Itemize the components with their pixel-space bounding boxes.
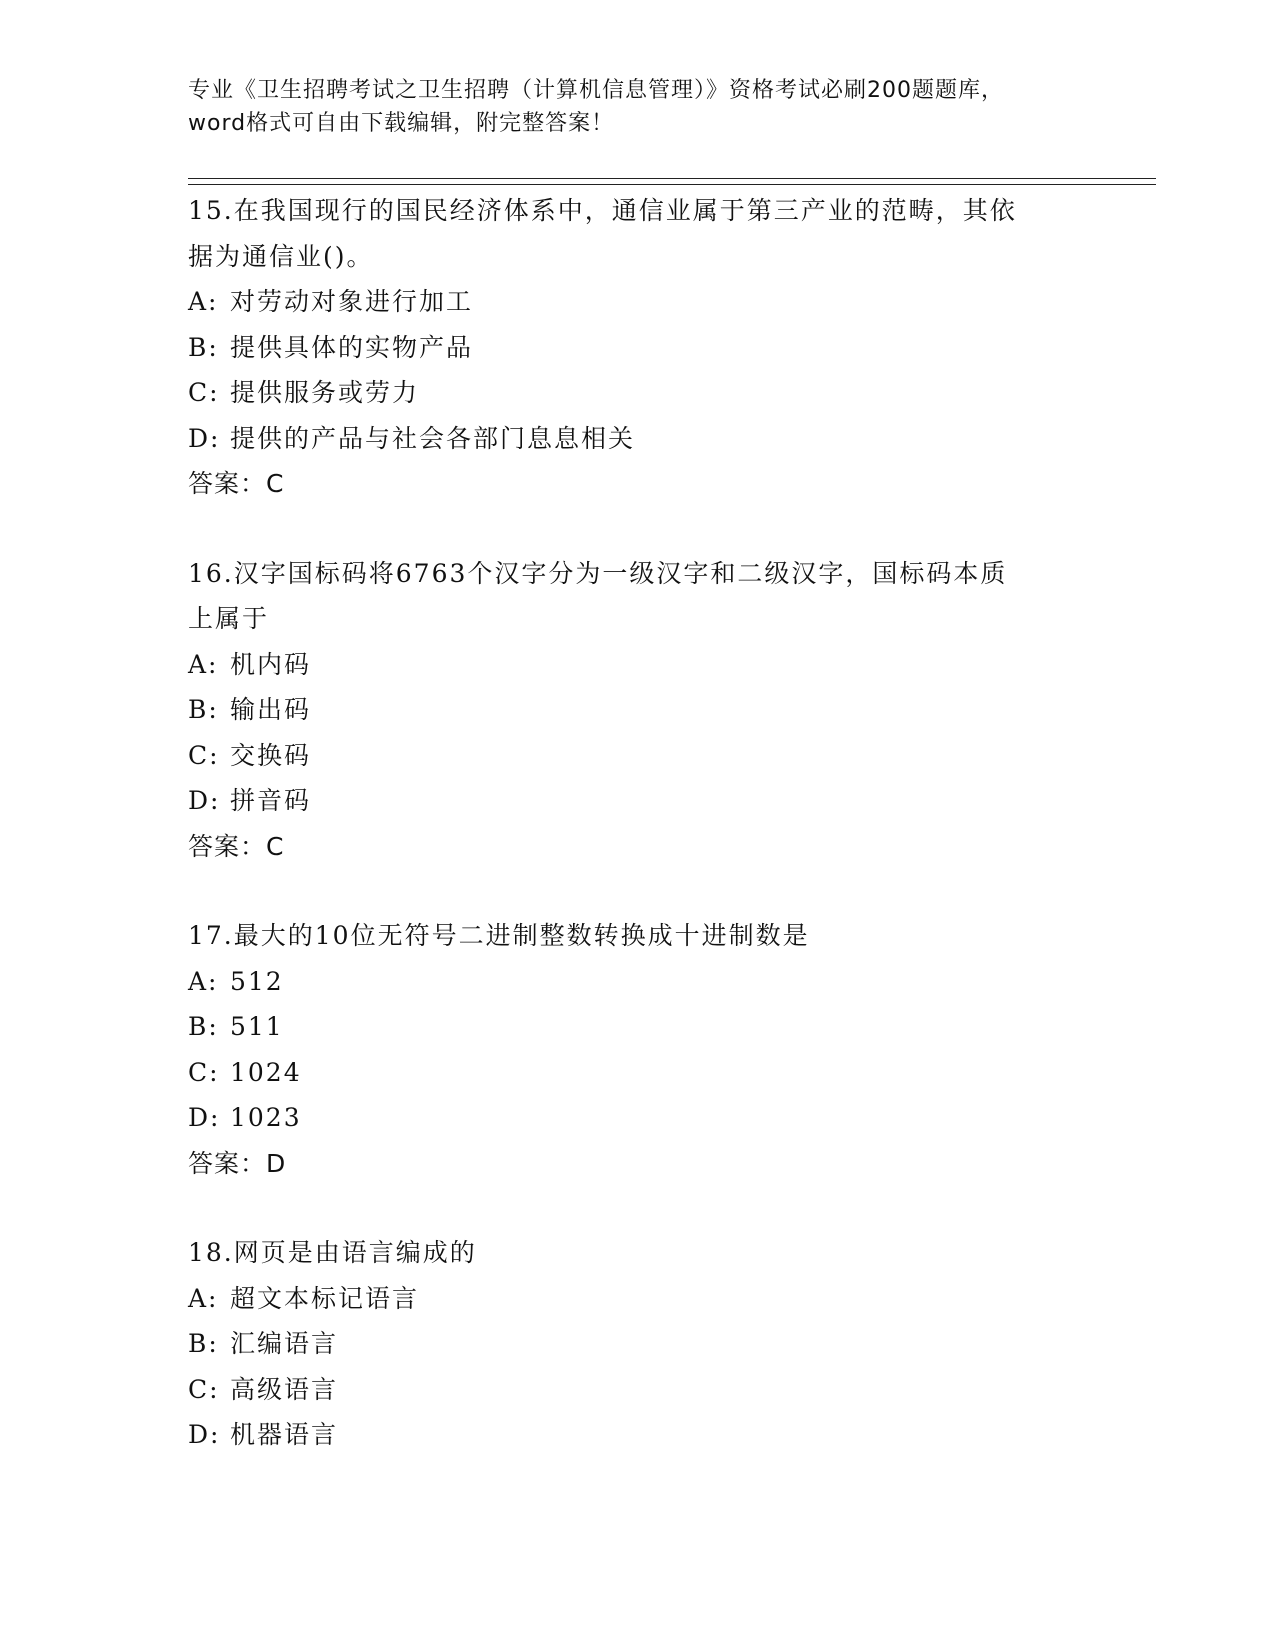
option-text: 高级语言 xyxy=(230,1374,339,1404)
option-letter: D: xyxy=(188,1420,221,1449)
option-text: 拼音码 xyxy=(230,786,312,815)
question-17 xyxy=(188,913,1088,1186)
option-letter: D: xyxy=(188,423,221,453)
option-letter: A: xyxy=(188,287,219,316)
option-d xyxy=(188,778,1088,824)
option-a xyxy=(188,1276,1088,1322)
option-text: 对劳动对象进行加工 xyxy=(230,287,474,316)
option-text: 汇编语言 xyxy=(230,1329,339,1358)
option-b xyxy=(188,325,1088,371)
option-c xyxy=(188,1050,1088,1096)
option-letter: A: xyxy=(188,966,219,996)
answer-line: 答案：C xyxy=(188,831,285,861)
option-b xyxy=(188,1004,1088,1050)
option-a xyxy=(188,642,1088,688)
header-divider-bottom xyxy=(188,184,1156,185)
option-d xyxy=(188,1412,1088,1458)
option-text: 提供的产品与社会各部门息息相关 xyxy=(230,423,636,453)
option-text: 提供服务或劳力 xyxy=(230,378,420,407)
option-text: 输出码 xyxy=(230,695,312,724)
option-letter: A: xyxy=(188,649,219,679)
option-letter: B: xyxy=(188,332,219,362)
option-letter: B: xyxy=(188,1012,219,1041)
question-18 xyxy=(188,1230,1088,1458)
question-stem-line: 上属于 xyxy=(188,604,270,633)
option-letter: D: xyxy=(188,786,221,815)
option-b xyxy=(188,1321,1088,1367)
option-a xyxy=(188,959,1088,1005)
question-list xyxy=(188,188,1088,1502)
header-line-2: word格式可自由下载编辑，附完整答案！ xyxy=(188,111,615,136)
option-text: 1023 xyxy=(230,1103,302,1132)
option-d xyxy=(188,416,1088,462)
option-letter: C: xyxy=(188,378,220,407)
option-letter: A: xyxy=(188,1283,219,1313)
question-stem-line: 15.在我国现行的国民经济体系中，通信业属于第三产业的范畴，其依 xyxy=(188,196,1017,225)
option-c xyxy=(188,1367,1088,1413)
option-c xyxy=(188,370,1088,416)
document-header xyxy=(188,74,1088,140)
option-text: 提供具体的实物产品 xyxy=(230,332,474,362)
option-d xyxy=(188,1095,1088,1141)
header-line-1: 专业《卫生招聘考试之卫生招聘（计算机信息管理）》资格考试必刷200题题库， xyxy=(188,78,1004,103)
option-b xyxy=(188,687,1088,733)
option-text: 511 xyxy=(230,1012,284,1041)
option-a xyxy=(188,279,1088,325)
question-16 xyxy=(188,551,1088,870)
option-letter: C: xyxy=(188,1374,220,1404)
question-stem-line: 17.最大的10位无符号二进制整数转换成十进制数是 xyxy=(188,921,810,950)
option-text: 1024 xyxy=(230,1057,302,1087)
option-text: 超文本标记语言 xyxy=(230,1283,420,1313)
option-letter: C: xyxy=(188,1057,220,1087)
option-c xyxy=(188,733,1088,779)
option-letter: D: xyxy=(188,1103,221,1132)
answer-line: 答案：C xyxy=(188,469,285,498)
answer-line: 答案：D xyxy=(188,1148,287,1178)
option-text: 机内码 xyxy=(230,649,312,679)
option-text: 交换码 xyxy=(230,740,312,770)
question-stem-line: 16.汉字国标码将6763个汉字分为一级汉字和二级汉字，国标码本质 xyxy=(188,558,1008,588)
option-text: 512 xyxy=(230,966,284,996)
question-stem-line: 据为通信业()。 xyxy=(188,241,374,271)
option-letter: C: xyxy=(188,740,220,770)
option-letter: B: xyxy=(188,695,219,724)
header-divider-top xyxy=(188,178,1156,179)
question-15 xyxy=(188,188,1088,507)
question-stem-line: 18.网页是由语言编成的 xyxy=(188,1238,477,1267)
option-text: 机器语言 xyxy=(230,1420,339,1449)
option-letter: B: xyxy=(188,1329,219,1358)
